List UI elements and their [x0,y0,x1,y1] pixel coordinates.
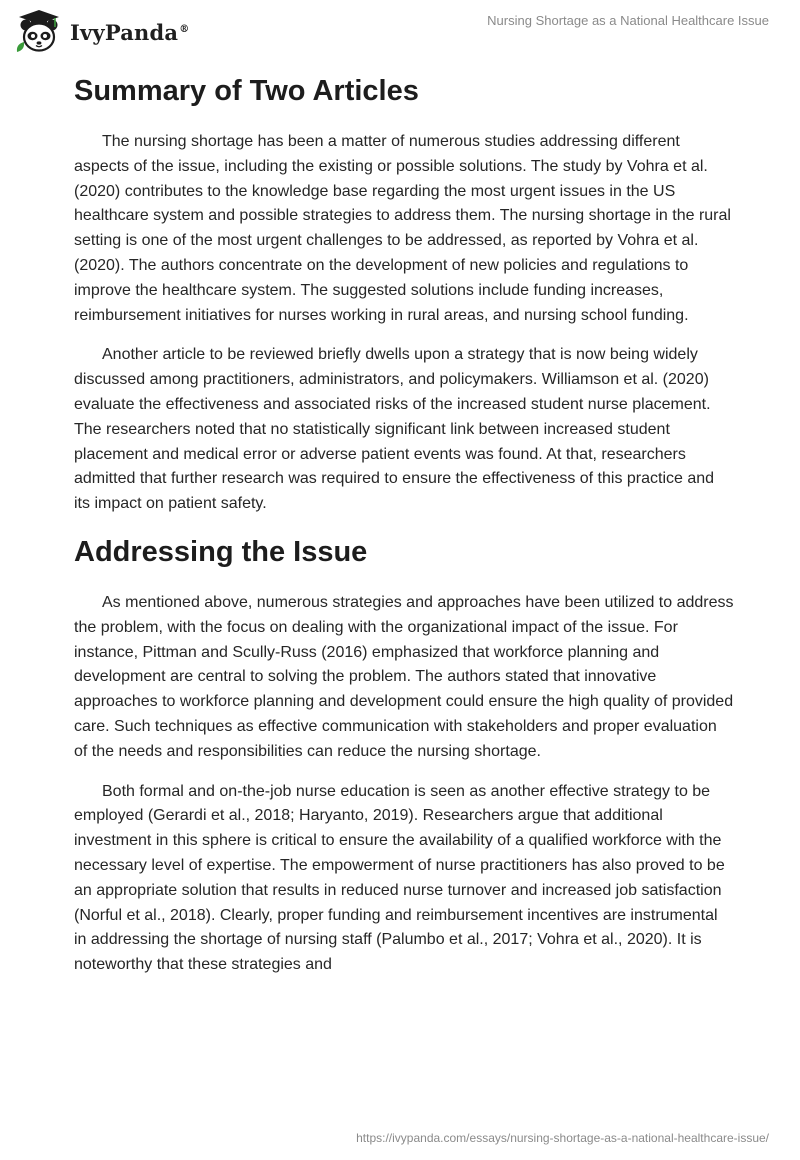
ivypanda-logo[interactable] [14,8,189,54]
paragraph: As mentioned above, numerous strategies and approaches have been utilized to address the problem, with the focus on dealing with the organizational impact of the issue. For instance, Pittman and Scully-Russ (2016) emphasized that workforce planning and development are central to solving the problem. The authors stated that innovative approaches to workforce planning and development could ensure the high quality of provided care. Such techniques as effective communication with stakeholders and proper evaluation of the needs and responsibilities can reduce the nursing shortage. [74,593,734,760]
brand-name: IvyPanda® [70,19,190,45]
page-header [0,0,800,60]
section-heading-addressing: Addressing the Issue [74,535,368,568]
document-title: Nursing Shortage as a National Healthcare Issue [487,13,769,28]
section-heading-summary: Summary of Two Articles [74,75,419,107]
paragraph: Another article to be reviewed briefly dwells upon a strategy that is now being widely discussed among practitioners, administrators, and policymakers. Williamson et al. (2020) evaluate the effectiveness and associated risks of the increased student nurse placement. The researchers noted that no statistically significant link between increased student placement and medical error or adverse patient events was found. At that, researchers admitted that further research was required to ensure the effectiveness of this practice and its impact on patient safety. [74,346,715,513]
paragraph: Both formal and on-the-job nurse education is seen as another effective strategy to be employed (Gerardi et al., 2018; Haryanto, 2019). Researchers argue that additional investment in this sphere is critical to ensure the availability of a qualified workforce with the necessary level of expertise. The empowerment of nurse practitioners has also proved to be an appropriate solution that results in reduced nurse turnover and increased job satisfaction (Norful et al., 2018). Clearly, proper funding and reimbursement incentives are instrumental in addressing the shortage of nursing staff (Palumbo et al., 2017; Vohra et al., 2020). It is noteworthy that these strategies and [74,782,725,974]
source-url[interactable]: https://ivypanda.com/essays/nursing-shortage-as-a-national-healthcare-issue/ [356,1131,769,1145]
article-body [74,72,734,993]
paragraph: The nursing shortage has been a matter of numerous studies addressing different aspects of the issue, including the existing or possible solutions. The study by Vohra et al. (2020) contributes to the knowledge base regarding the most urgent issues in the US healthcare system and possible strategies to address them. The nursing shortage in the rural setting is one of the most urgent challenges to be addressed, as reported by Vohra et al. (2020). The authors concentrate on the development of new policies and regulations to improve the healthcare system. The suggested solutions include funding increases, reimbursement initiatives for nurses working in rural areas, and nursing school funding. [74,133,731,324]
panda-graduation-cap-icon [14,8,64,54]
